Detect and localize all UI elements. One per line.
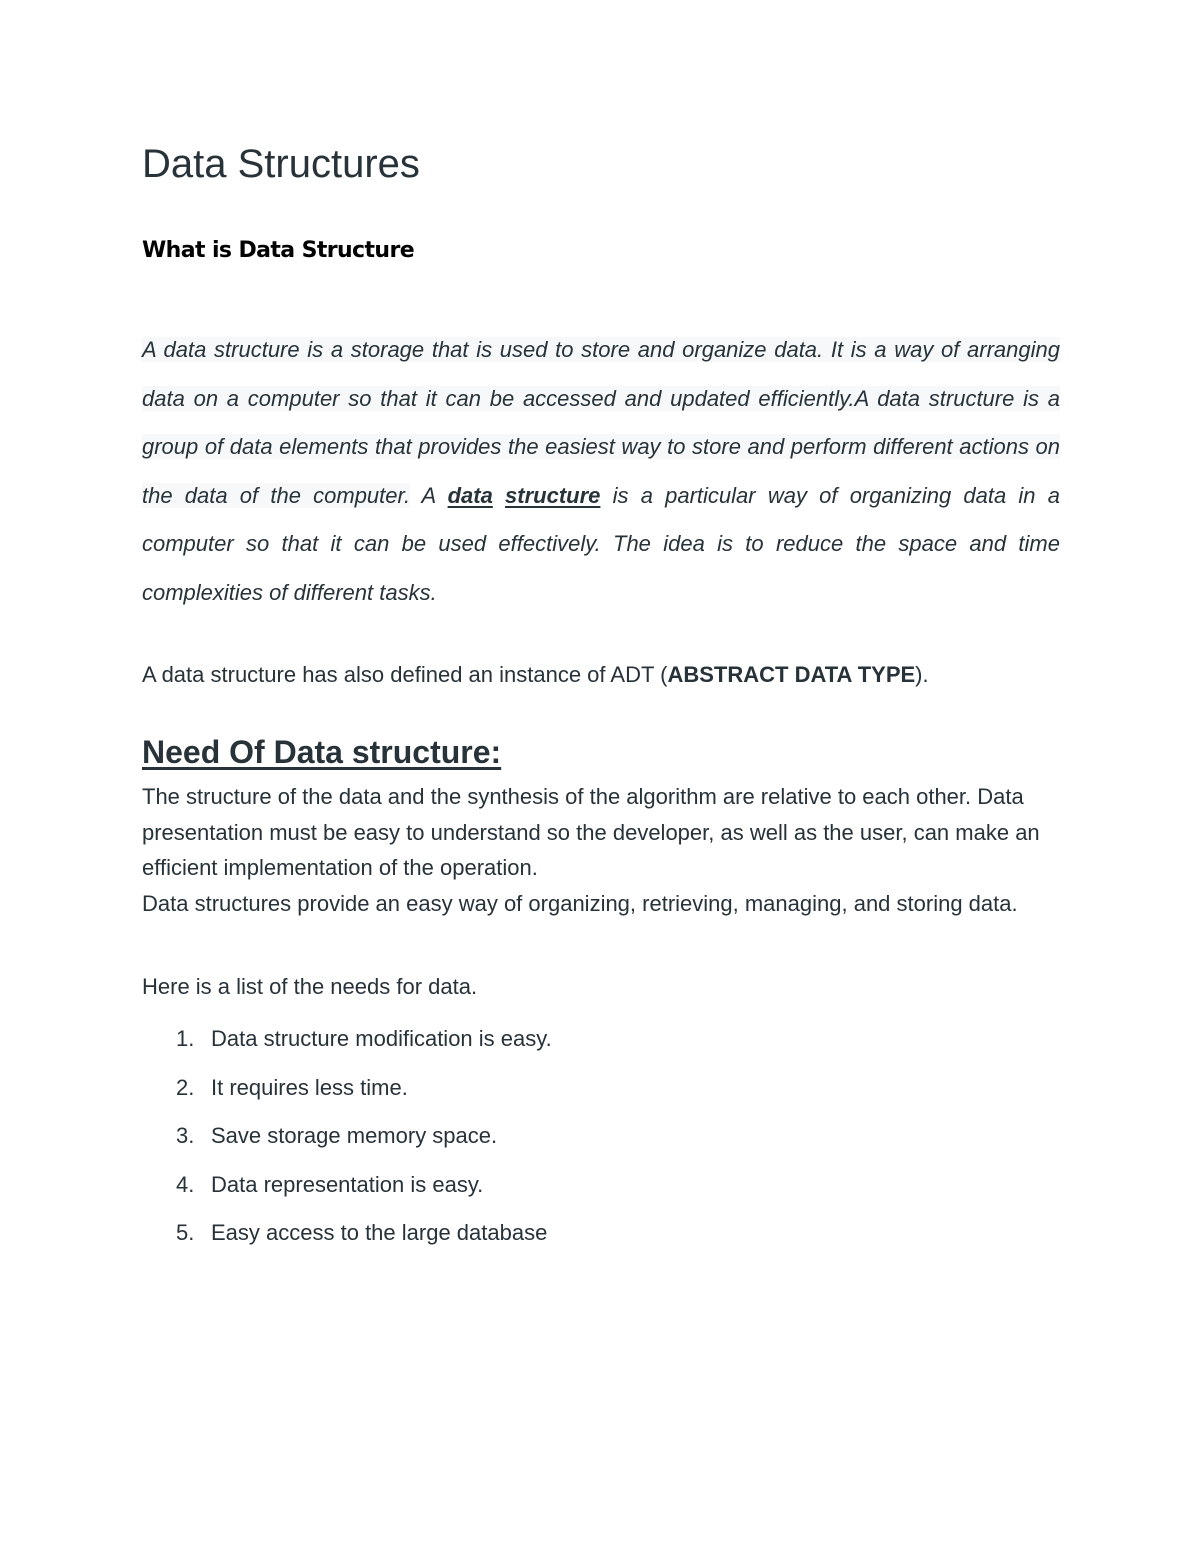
intro-paragraph	[142, 326, 1060, 617]
list-item-text: Save storage memory space.	[211, 1123, 498, 1149]
adt-prefix: A data structure has also defined an instance of ADT (	[142, 662, 668, 687]
need-body	[142, 779, 1072, 921]
list-item-text: Easy access to the large database	[211, 1220, 548, 1246]
list-item-number: 4.	[176, 1171, 195, 1197]
needs-list	[142, 1023, 552, 1266]
need-paragraph: Data structures provide an easy way of organizing, retrieving, managing, and storing data.	[142, 890, 1018, 916]
data-link[interactable]: data	[447, 482, 493, 508]
list-item	[142, 1023, 552, 1072]
intro-space	[493, 483, 505, 508]
list-item	[142, 1169, 552, 1218]
intro-text-suffix: is a particular way of organizing data in a computer so that it can be used effectively. The idea is to reduce the space and time complexities of different tasks.	[142, 482, 1060, 605]
list-item-number: 2.	[176, 1074, 195, 1100]
structure-link[interactable]: structure	[505, 482, 601, 508]
list-item	[142, 1120, 552, 1169]
adt-suffix: ).	[915, 662, 929, 687]
list-item-number: 5.	[176, 1220, 195, 1246]
list-item-text: It requires less time.	[211, 1074, 408, 1100]
list-item-text: Data representation is easy.	[211, 1171, 484, 1197]
document-title: Data Structures	[142, 142, 420, 186]
need-paragraph: The structure of the data and the synthesis of the algorithm are relative to each other. Data presentation must be easy to understand so the developer, as well as the user, can make an efficient implementation of the operation.	[142, 784, 1040, 880]
section-subheading: What is Data Structure	[142, 238, 415, 263]
list-item	[142, 1217, 552, 1266]
list-item-text: Data structure modification is easy.	[211, 1026, 552, 1051]
intro-text-prefix: A	[410, 482, 448, 508]
intro-highlighted-text: A data structure is a storage that is used to store and organize data. It is a way of arranging data on a computer so that it can be accessed and updated efficiently.A data structure is a group of data elements that provides the easiest way to store and perform different actions on the data of the computer.	[142, 337, 1060, 508]
adt-bold-term: ABSTRACT DATA TYPE	[667, 662, 916, 687]
list-intro: Here is a list of the needs for data.	[142, 974, 478, 999]
list-item-number: 1.	[176, 1026, 195, 1051]
list-item	[142, 1072, 552, 1121]
need-heading: Need Of Data structure:	[142, 734, 502, 770]
adt-paragraph	[142, 659, 929, 691]
list-item-number: 3.	[176, 1123, 195, 1149]
